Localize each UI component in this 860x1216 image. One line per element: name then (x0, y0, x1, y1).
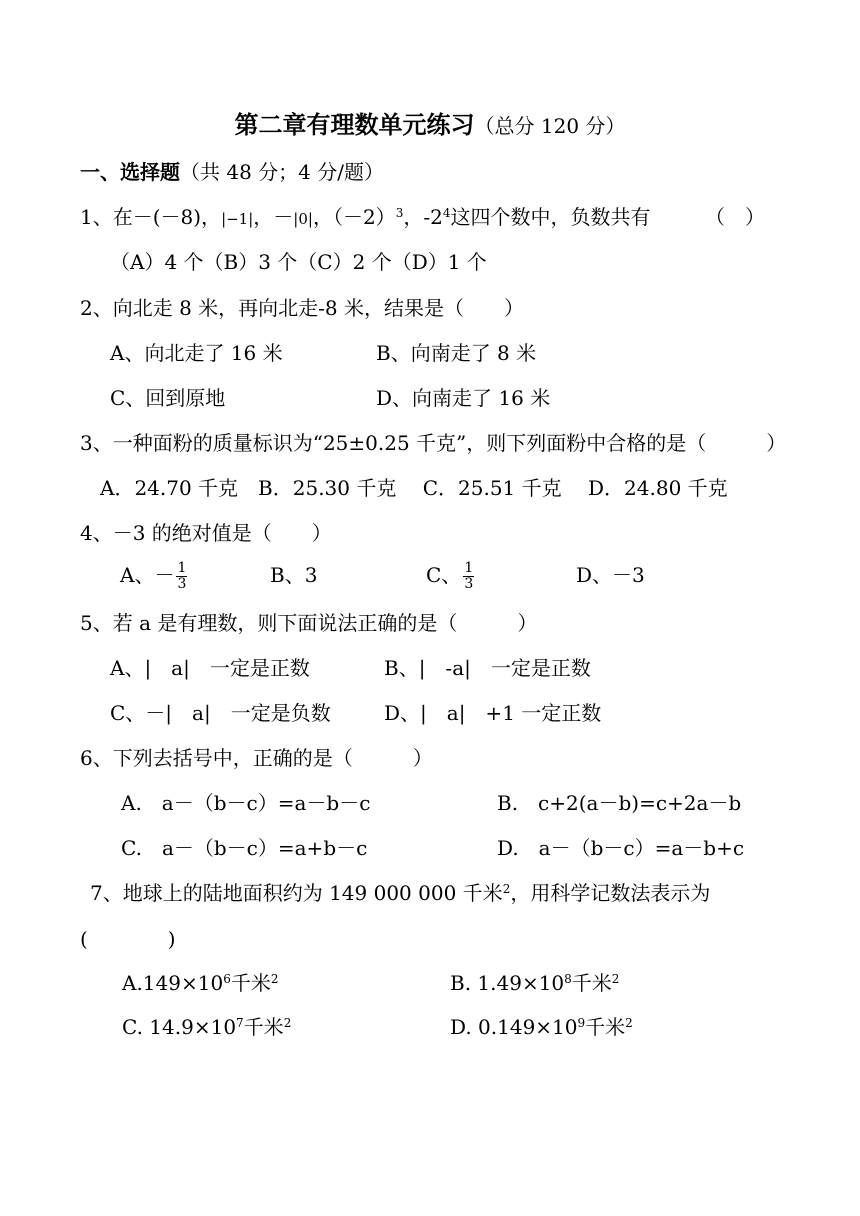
q1-abs-2: |0| (293, 210, 313, 228)
q4-option-c (426, 557, 476, 593)
q7-a-unit: 千米 (230, 971, 271, 995)
q7-stem-exponent: 2 (502, 882, 511, 896)
q4-c-fraction (463, 561, 474, 592)
question-6-stem: 6、下列去括号中，正确的是（ ） (80, 746, 433, 770)
q1-text-1: 1、在－(－8)， (80, 205, 222, 229)
q1-text-4: ，-2 (403, 205, 443, 229)
q1-text-3: ，（－2） (312, 205, 396, 229)
q4-c-numerator: 1 (464, 560, 474, 576)
q6-option-a: A. a－（b－c）=a－b－c (121, 791, 371, 815)
q5-option-b: B、| -a| 一定是正数 (384, 656, 591, 680)
q7-d-unit: 千米 (585, 1015, 626, 1039)
q1-abs-1: |−1| (221, 210, 254, 228)
q3-options: A．24.70 千克 B．25.30 千克 C．25.51 千克 D．24.80 千克 (100, 476, 728, 500)
q7-c-text: C. 14.9×10 (122, 1015, 237, 1039)
q4-option-b: B、3 (270, 563, 318, 587)
q7-a-unit-exponent: 2 (270, 972, 279, 986)
q4-option-a (120, 557, 189, 593)
question-4-stem: 4、－3 的绝对值是（ ） (80, 521, 332, 545)
q7-stem-tail: ，用科学记数法表示为 (510, 881, 711, 905)
q7-b-exponent: 8 (564, 972, 572, 986)
q7-answer-bracket: ( ) (80, 927, 176, 951)
q4-a-fraction (176, 561, 187, 592)
title-main: 第二章有理数单元练习 (234, 110, 475, 139)
q7-b-unit: 千米 (571, 971, 612, 995)
q7-d-text: D. 0.149×10 (450, 1015, 578, 1039)
q7-option-c (122, 1014, 291, 1040)
q7-d-exponent: 9 (577, 1016, 586, 1030)
q7-a-text: A.149×10 (122, 971, 224, 995)
q7-b-text: B. 1.49×10 (450, 971, 565, 995)
q7-c-unit-exponent: 2 (283, 1016, 292, 1030)
q7-c-unit: 千米 (243, 1015, 284, 1039)
q1-answer-bracket: （ ） (705, 205, 765, 229)
q2-option-a: A、向北走了 16 米 (110, 341, 283, 365)
q7-option-b (450, 970, 619, 996)
question-1-stem (80, 204, 650, 232)
q1-exp-3: 3 (395, 206, 404, 220)
question-7-stem (90, 880, 710, 906)
q6-option-b: B. c+2(a－b)=c+2a－b (497, 791, 742, 815)
q4-a-prefix: A、－ (120, 563, 175, 587)
q7-stem-text: 7、地球上的陆地面积约为 149 000 000 千米 (90, 881, 503, 905)
section-note: （共 48 分；4 分/题） (180, 160, 384, 184)
q1-text-5: 这四个数中，负数共有 (450, 205, 651, 229)
title-sub: （总分 120 分） (474, 114, 626, 138)
q1-text-2: ，－ (253, 205, 294, 229)
q7-option-a (122, 970, 278, 996)
q7-a-exponent: 6 (223, 972, 231, 986)
q2-option-c: C、回到原地 (110, 386, 226, 410)
question-2-stem: 2、向北走 8 米，再向北走-8 米，结果是（ ） (80, 296, 525, 320)
question-5-stem: 5、若 a 是有理数，则下面说法正确的是（ ） (80, 611, 538, 635)
section-label: 一、选择题 (80, 160, 180, 184)
q5-option-d: D、| a| +1 一定正数 (384, 701, 602, 725)
q7-c-exponent: 7 (236, 1016, 244, 1030)
q4-c-denominator: 3 (464, 576, 474, 592)
q6-option-c: C. a－（b－c）=a+b－c (121, 836, 368, 860)
q4-option-d: D、－3 (576, 563, 645, 587)
q2-option-b: B、向南走了 8 米 (376, 341, 537, 365)
q4-a-denominator: 3 (177, 576, 187, 592)
q1-options: （A）4 个（B）3 个（C）2 个（D）1 个 (110, 250, 487, 274)
q2-option-d: D、向南走了 16 米 (376, 386, 551, 410)
q4-a-numerator: 1 (177, 560, 187, 576)
q6-option-d: D. a－（b－c）=a－b+c (497, 836, 745, 860)
q5-option-c: C、－| a| 一定是负数 (110, 701, 331, 725)
q1-exp-4: 4 (442, 206, 451, 220)
question-3-stem: 3、一种面粉的质量标识为“25±0.25 千克”，则下列面粉中合格的是（ ） (80, 431, 787, 455)
q5-option-a: A、| a| 一定是正数 (110, 656, 310, 680)
section-heading (80, 159, 384, 185)
q4-c-prefix: C、 (426, 563, 462, 587)
q7-b-unit-exponent: 2 (611, 972, 620, 986)
page-title (0, 112, 860, 139)
q7-option-d (450, 1014, 633, 1040)
q7-d-unit-exponent: 2 (625, 1016, 633, 1030)
